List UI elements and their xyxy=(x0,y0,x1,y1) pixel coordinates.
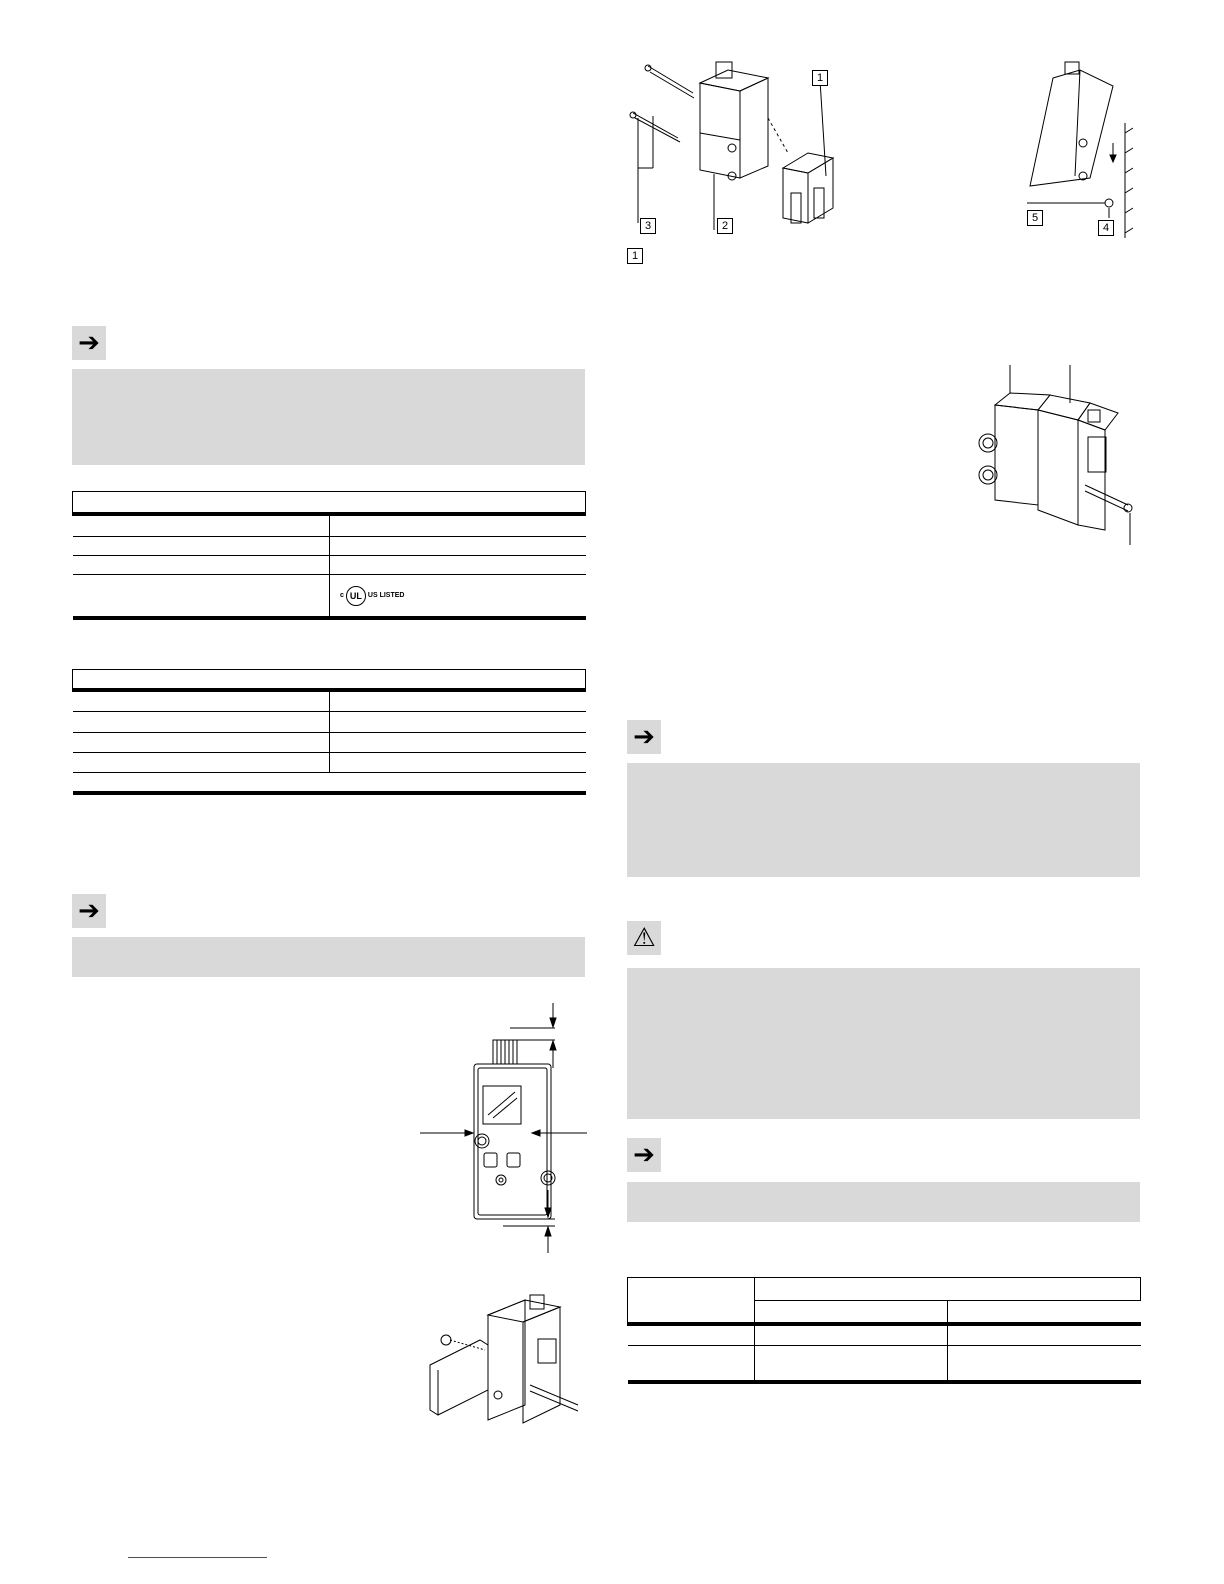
table-row xyxy=(73,753,586,773)
spec-table-3 xyxy=(627,1277,1141,1384)
table-row xyxy=(73,575,586,619)
manifold-assembly-drawing xyxy=(970,365,1140,545)
table-row xyxy=(73,733,586,753)
table-row xyxy=(73,556,586,575)
ul-mark-us-listed: US LISTED xyxy=(367,592,405,599)
table-row xyxy=(628,1346,1141,1383)
note-box xyxy=(627,763,1140,877)
arrow-right-icon: ➔ xyxy=(72,326,106,360)
spec-table-1 xyxy=(72,491,586,620)
table-row xyxy=(73,690,586,712)
spec-table-2 xyxy=(72,669,586,795)
table-row xyxy=(73,712,586,733)
bracket-mounting-drawing xyxy=(430,1295,595,1430)
note-box xyxy=(627,1182,1140,1222)
arrow-right-icon: ➔ xyxy=(627,1138,661,1172)
note-box xyxy=(72,369,585,465)
table-row xyxy=(73,537,586,556)
table-header-row xyxy=(73,670,586,691)
footer-link[interactable] xyxy=(128,1555,267,1558)
arrow-right-icon: ➔ xyxy=(72,894,106,928)
callout-1: 1 xyxy=(812,70,828,86)
table-header-row xyxy=(73,492,586,515)
ul-mark-ul: UL xyxy=(349,590,362,601)
callout-3: 3 xyxy=(640,218,656,234)
table-row xyxy=(628,1324,1141,1346)
callout-1-figure-label: 1 xyxy=(627,248,643,264)
ul-listed-mark xyxy=(340,586,586,606)
table-row xyxy=(73,773,586,794)
ul-circle-icon xyxy=(346,586,366,606)
note-box xyxy=(72,937,585,977)
callout-2: 2 xyxy=(717,218,733,234)
table-header-row xyxy=(628,1278,1141,1301)
ul-mark-c: c xyxy=(340,592,344,599)
dimension-drawing xyxy=(415,1000,590,1260)
warning-triangle-icon: ⚠ xyxy=(627,921,661,955)
warning-box xyxy=(627,968,1140,1119)
arrow-right-icon: ➔ xyxy=(627,720,661,754)
callout-4: 4 xyxy=(1098,220,1114,236)
callout-5: 5 xyxy=(1027,210,1043,226)
table-row xyxy=(73,514,586,537)
